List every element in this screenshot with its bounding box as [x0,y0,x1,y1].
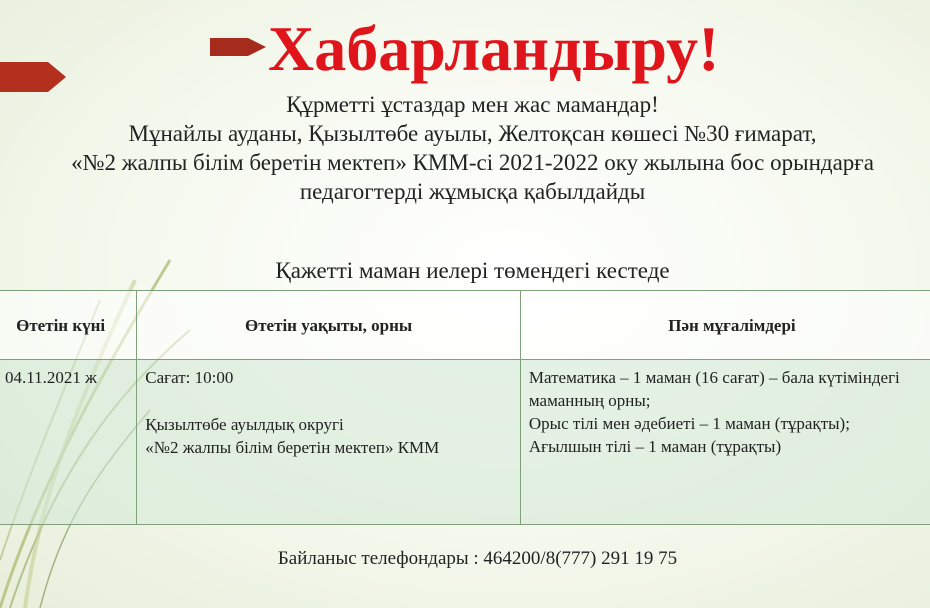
contact-phones: Байланыс телефондары : 464200/8(777) 291 19 75 [277,548,678,569]
place-line: Қызылтөбе ауылдық округі [145,415,344,434]
arrow-marker-left-icon [0,62,66,92]
table-subtitle: Қажетті маман иелері төмендегі кестеде [275,258,670,283]
announcement-title: Хабарландыру! [268,13,720,84]
cell-date [0,360,137,525]
intro-line: «№2 жалпы білім беретін мектеп» КММ-сі 2021-2022 оку жылына бос орындарға [71,150,874,175]
header-time-place: Өтетін уақыты, орны [137,291,521,360]
table-header-row [0,291,930,360]
subject-line: Математика – 1 маман (16 сағат) – бала күтіміндегі маманның орны; [528,368,900,410]
intro-text [0,90,930,206]
arrow-marker-title-icon [210,36,266,58]
cell-subjects [520,360,930,525]
time-value: Сағат: 10:00 [145,368,234,387]
subject-line: Орыс тілі мен әдебиеті – 1 маман (тұрақты); [528,414,850,433]
intro-line: Мұнайлы ауданы, Қызылтөбе ауылы, Желтоқсан көшесі №30 ғимарат, [128,121,817,146]
vacancy-table [0,290,930,525]
table-row [0,360,930,525]
date-value: 04.11.2021 ж [5,368,97,387]
intro-line: педагогтерді жұмысқа қабылдайды [299,179,646,204]
subject-line: Ағылшын тілі – 1 маман (тұрақты) [528,437,782,456]
cell-time-place [137,360,521,525]
place-line: «№2 жалпы білім беретін мектеп» КММ [145,438,440,457]
intro-line: Құрметті ұстаздар мен жас мамандар! [286,92,659,117]
header-subjects: Пән мұғалімдері [520,291,930,360]
header-date: Өтетін күні [0,291,137,360]
